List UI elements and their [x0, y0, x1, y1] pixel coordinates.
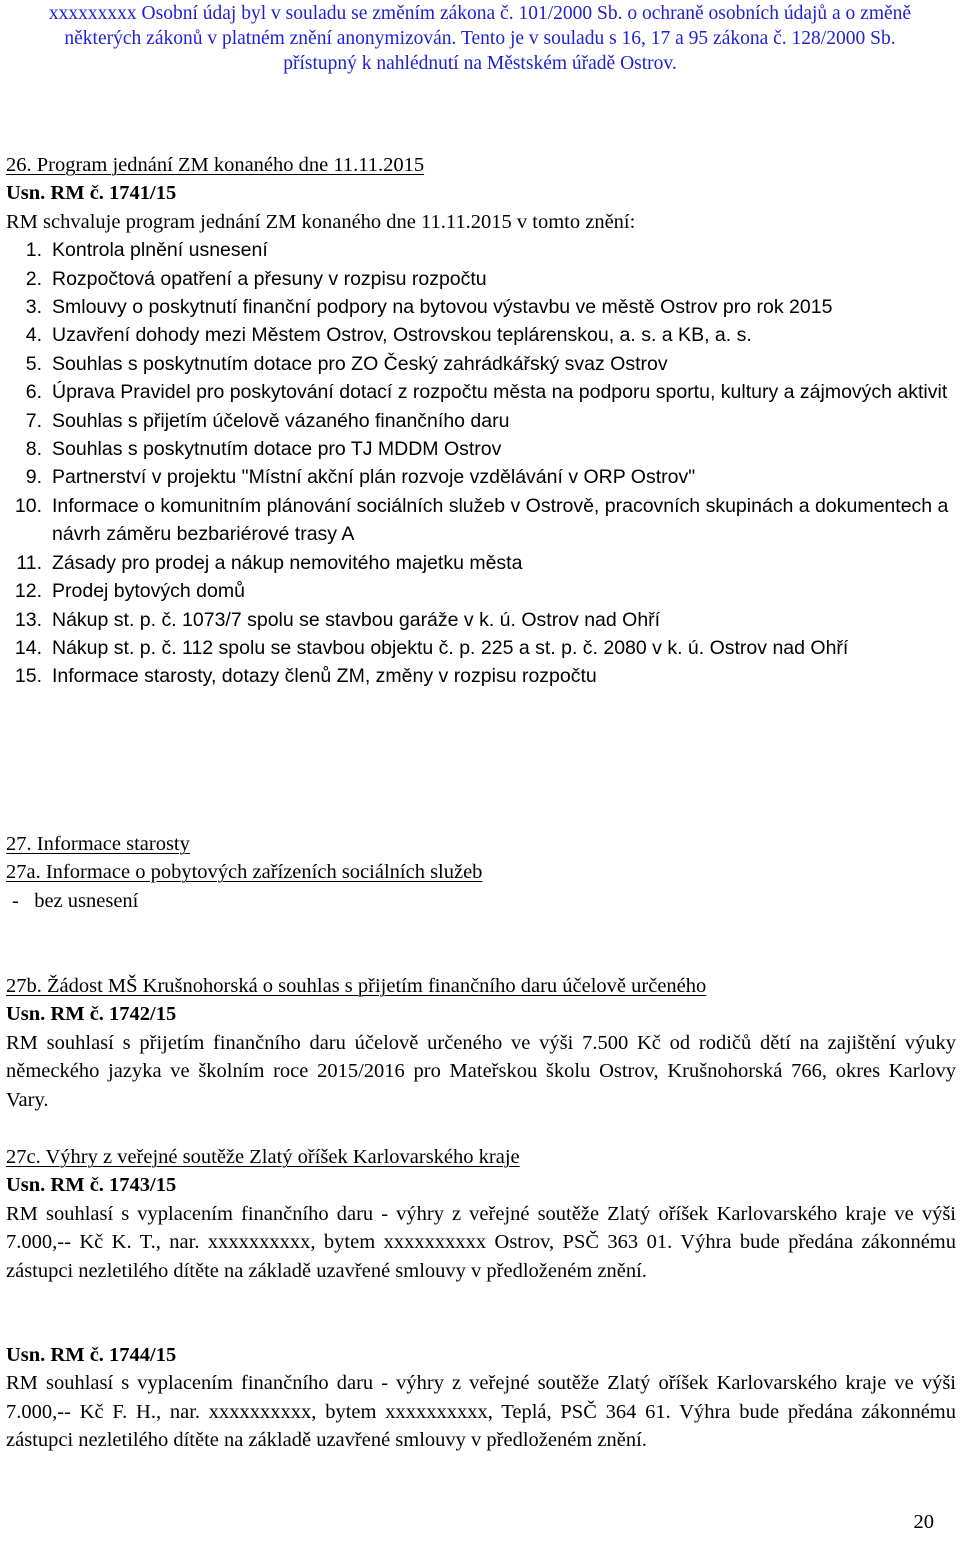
section-27-heading: 27. Informace starosty — [6, 833, 190, 855]
section-27c-heading: 27c. Výhry z veřejné soutěže Zlatý oříšek Karlovarského kraje — [6, 1146, 520, 1168]
resolution-number-1742: Usn. RM č. 1742/15 — [6, 1003, 177, 1026]
agenda-item — [6, 634, 956, 662]
agenda-item-text: Uzavření dohody mezi Městem Ostrov, Ostrovskou teplárenskou, a. s. a KB, a. s. — [52, 324, 752, 347]
agenda-item-text: Nákup st. p. č. 1073/7 spolu se stavbou garáže v k. ú. Ostrov nad Ohří — [52, 608, 661, 631]
agenda-item-number: 11. — [16, 551, 42, 574]
resolution-number-1741: Usn. RM č. 1741/15 — [6, 182, 177, 205]
section-27a-note: - bez usnesení — [12, 889, 139, 912]
resolution-intro: RM schvaluje program jednání ZM konaného dne 11.11.2015 v tomto znění: — [6, 210, 636, 233]
agenda-item-number: 14. — [14, 636, 42, 659]
agenda-item — [6, 549, 956, 577]
agenda-item — [6, 606, 956, 634]
agenda-item — [6, 293, 956, 321]
agenda-item-text: Kontrola plnění usnesení — [52, 239, 268, 262]
agenda-item — [6, 407, 956, 435]
agenda-item — [6, 265, 956, 293]
agenda-item — [6, 577, 956, 605]
agenda-item-text: Úprava Pravidel pro poskytování dotací z rozpočtu města na podporu sportu, kultury a zájmových aktivit — [52, 381, 948, 404]
agenda-item-number: 4. — [25, 324, 42, 347]
notice-line-3: přístupný k nahlédnutí na Městském úřadě Ostrov. — [283, 53, 677, 74]
section-27 — [6, 830, 956, 915]
agenda-list — [6, 236, 956, 691]
agenda-item — [6, 321, 956, 349]
agenda-item — [6, 378, 956, 406]
resolution-number-1744: Usn. RM č. 1744/15 — [6, 1344, 177, 1366]
anonymization-notice — [0, 0, 960, 76]
notice-line-1: xxxxxxxxx Osobní údaj byl v souladu se změním zákona č. 101/2000 Sb. o ochraně osobních údajů a o změně — [48, 3, 912, 24]
section-27a-heading: 27a. Informace o pobytových zařízeních sociálních služeb — [6, 861, 483, 884]
agenda-item-text: Souhlas s poskytnutím dotace pro ZO Český zahrádkářský svaz Ostrov — [52, 352, 668, 375]
agenda-item-text: Partnerství v projektu "Místní akční plán rozvoje vzdělávání v ORP Ostrov" — [52, 466, 696, 489]
agenda-item-number: 7. — [25, 409, 42, 432]
agenda-item-number: 5. — [25, 352, 42, 375]
resolution-text-1743: RM souhlasí s vyplacením finančního daru - výhry z veřejné soutěže Zlatý oříšek Karlovarského kraje ve výši 7.000,-- Kč K. T., nar. xxxxxxxxxx, bytem xxxxxxxxxx Ostrov, PSČ 363 01. Výhra bude předána zákonnému zástupci nezletilého dítěte na základě uzavřené smlouvy v předloženém znění. — [6, 1202, 956, 1282]
section-27c-second — [6, 1341, 956, 1455]
agenda-item — [6, 435, 956, 463]
agenda-item-number: 10. — [14, 494, 42, 517]
agenda-item-text: Prodej bytových domů — [52, 580, 245, 603]
agenda-item-text: Rozpočtová opatření a přesuny v rozpisu rozpočtu — [52, 267, 487, 290]
agenda-item-text: Smlouvy o poskytnutí finanční podpory na bytovou výstavbu ve městě Ostrov pro rok 2015 — [52, 296, 833, 319]
agenda-item-number: 12. — [14, 580, 42, 603]
resolution-number-1743: Usn. RM č. 1743/15 — [6, 1174, 177, 1197]
agenda-item-number: 15. — [14, 665, 42, 688]
agenda-item-text: Souhlas s poskytnutím dotace pro TJ MDDM Ostrov — [52, 438, 502, 461]
agenda-item-text: Souhlas s přijetím účelově vázaného finančního daru — [52, 409, 510, 432]
resolution-text-1744: RM souhlasí s vyplacením finančního daru - výhry z veřejné soutěže Zlatý oříšek Karlovarského kraje ve výši 7.000,-- Kč F. H., nar. xxxxxxxxxx, bytem xxxxxxxxxx, Teplá, PSČ 364 61. Výhra bude předána zákonnému zástupci nezletilého dítěte na základě uzavřené smlouvy v předloženém znění. — [6, 1372, 956, 1452]
section-27b — [6, 972, 956, 1114]
agenda-item — [6, 492, 956, 549]
section-27b-heading: 27b. Žádost MŠ Krušnohorská o souhlas s přijetím finančního daru účelově určeného — [6, 975, 707, 997]
resolution-text-1742: RM souhlasí s přijetím finančního daru účelově určeného ve výši 7.500 Kč od rodičů dětí na zajištění výuky německého jazyka ve školním roce 2015/2016 pro Mateřskou školu Ostrov, Krušnohorská 766, okres Karlovy Vary. — [6, 1031, 956, 1111]
agenda-item-text: Zásady pro prodej a nákup nemovitého majetku města — [52, 551, 523, 574]
agenda-item-text: Informace o komunitním plánování sociálních služeb v Ostrově, pracovních skupinách a dokumentech a návrh záměru bezbariérové trasy A — [52, 494, 949, 546]
agenda-item-text: Nákup st. p. č. 112 spolu se stavbou objektu č. p. 225 a st. p. č. 2080 v k. ú. Ostrov nad Ohří — [52, 636, 849, 659]
agenda-item — [6, 662, 956, 690]
agenda-item-number: 2. — [25, 267, 42, 290]
agenda-item — [6, 350, 956, 378]
agenda-item-number: 6. — [25, 381, 42, 404]
agenda-item — [6, 236, 956, 264]
agenda-item-number: 9. — [25, 466, 42, 489]
agenda-item — [6, 463, 956, 491]
agenda-item-number: 13. — [14, 608, 42, 631]
page-number: 20 — [913, 1511, 934, 1533]
agenda-item-text: Informace starosty, dotazy členů ZM, změny v rozpisu rozpočtu — [52, 665, 597, 688]
notice-line-2: některých zákonů v platném znění anonymizován. Tento je v souladu s 16, 17 a 95 zákona č. 128/2000 Sb. — [64, 28, 896, 49]
section-26 — [6, 151, 956, 691]
section-27c — [6, 1143, 956, 1285]
section-26-heading: 26. Program jednání ZM konaného dne 11.11.2015 — [6, 154, 425, 176]
agenda-item-number: 1. — [25, 239, 42, 262]
agenda-item-number: 3. — [25, 296, 42, 319]
agenda-item-number: 8. — [25, 438, 42, 461]
